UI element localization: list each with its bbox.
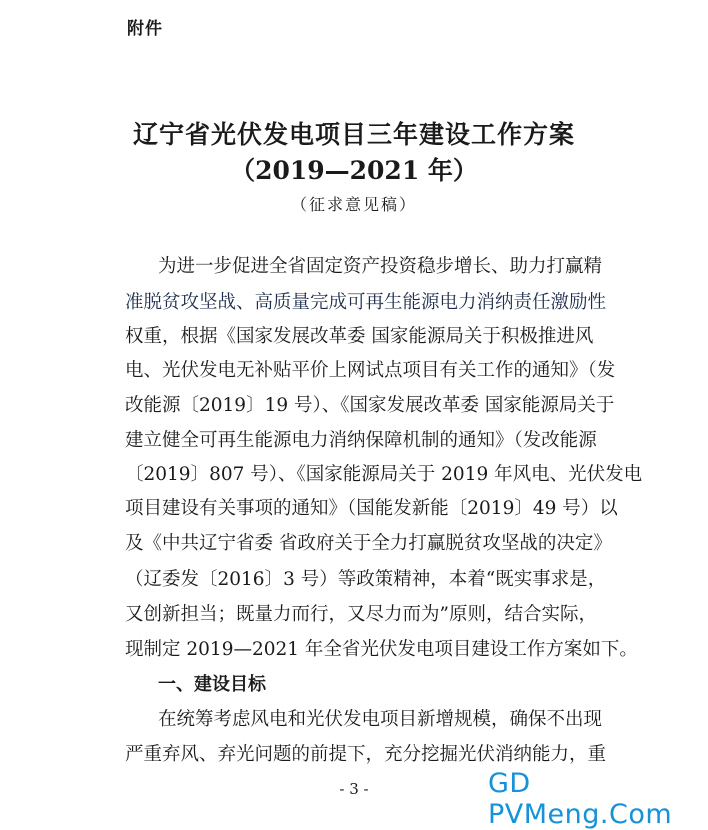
section-heading: 一、建设目标	[158, 674, 266, 695]
section-line: 在统筹考虑风电和光伏发电项目新增规模，确保不出现	[158, 709, 603, 730]
document-years: （2019—2021 年）	[230, 156, 478, 185]
paragraph-line: 改能源〔2019〕19 号）、《国家发展改革委 国家能源局关于	[125, 395, 615, 416]
paragraph-line: 准脱贫攻坚战、高质量完成可再生能源电力消纳责任激励性	[125, 292, 607, 313]
paragraph-line: 又创新担当；既量力而行，又尽力而为”原则，结合实际，	[125, 604, 597, 625]
document-title: 辽宁省光伏发电项目三年建设工作方案	[132, 120, 575, 149]
attachment-label: 附件	[127, 19, 163, 39]
draft-note: （征求意见稿）	[290, 195, 417, 214]
paragraph-line: 〔2019〕807 号）、《国家能源局关于 2019 年风电、光伏发电	[125, 464, 643, 485]
paragraph-line: 权重，根据《国家发展改革委 国家能源局关于积极推进风	[125, 326, 594, 347]
watermark: GD PVMeng.Com	[488, 768, 673, 830]
paragraph-line: 电、光伏发电无补贴平价上网试点项目有关工作的通知》（发	[125, 360, 616, 381]
paragraph-line: 为进一步促进全省固定资产投资稳步增长、助力打赢精	[158, 256, 603, 277]
section-line: 严重弃风、弃光问题的前提下，充分挖掘光伏消纳能力，重	[125, 744, 607, 765]
paragraph-line: （辽委发〔2016〕3 号）等政策精神，本着“既实事求是，	[125, 569, 607, 590]
paragraph-line: 项目建设有关事项的通知》（国能发新能〔2019〕49 号）以	[125, 498, 618, 519]
paragraph-line: 建立健全可再生能源电力消纳保障机制的通知》（发改能源	[125, 430, 597, 451]
paragraph-line: 现制定 2019—2021 年全省光伏发电项目建设工作方案如下。	[125, 639, 638, 660]
paragraph-line: 及《中共辽宁省委 省政府关于全力打赢脱贫攻坚战的决定》	[125, 533, 612, 554]
page-number: - 3 -	[339, 780, 369, 798]
